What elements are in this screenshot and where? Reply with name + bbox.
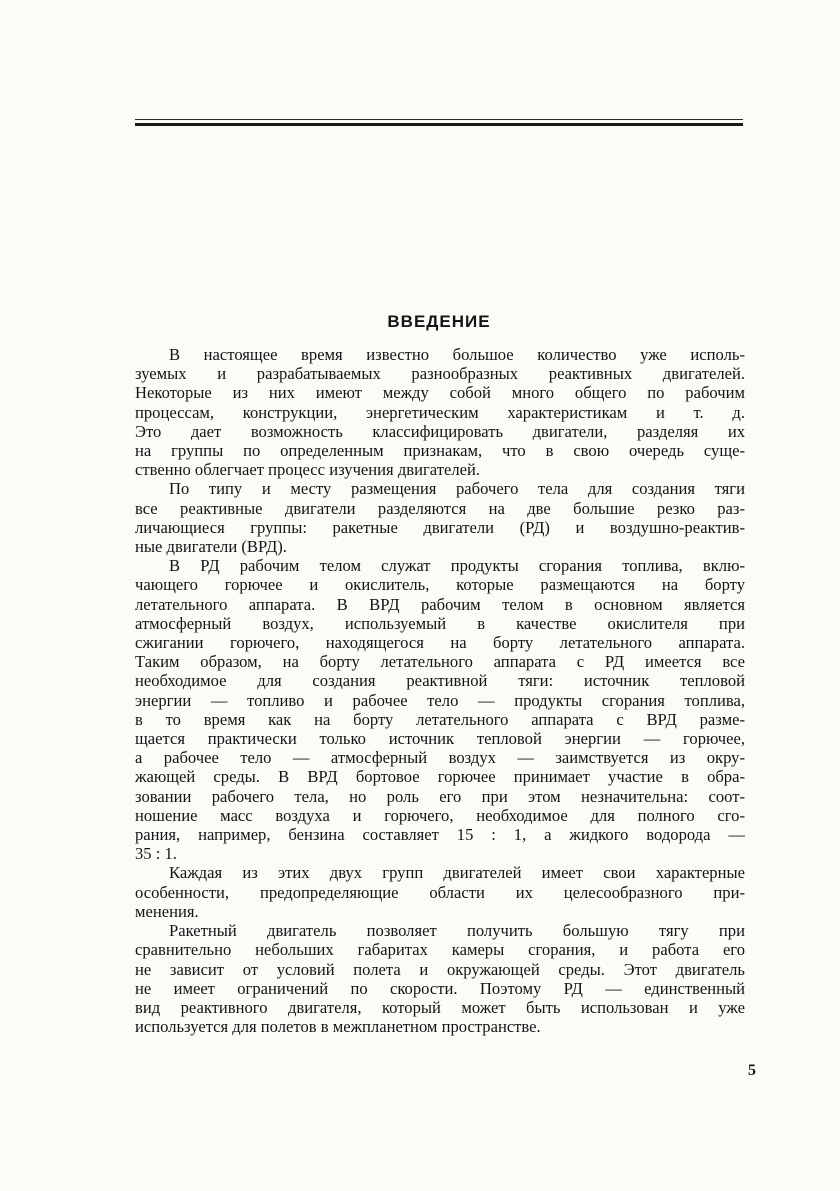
text-line: сравнительно небольших габаритах камеры сгорания, и работа его xyxy=(135,940,745,960)
text-line: ношение масс воздуха и горючего, необходимое для полного сго- xyxy=(135,805,745,825)
text-line: все реактивные двигатели разделяются на две большие резко раз- xyxy=(135,498,745,518)
text-line: В РД рабочим телом служат продукты сгорания топлива, вклю- xyxy=(169,556,745,576)
paragraph-characteristics xyxy=(135,863,745,921)
text-line: 35 : 1. xyxy=(135,844,177,864)
text-line: атмосферный воздух, используемый в качестве окислителя при xyxy=(135,613,745,633)
text-line: Каждая из этих двух групп двигателей имеет свои характерные xyxy=(169,863,745,883)
text-line: зовании рабочего тела, но роль его при этом незначительна: соот- xyxy=(135,786,745,806)
text-line: ные двигатели (ВРД). xyxy=(135,537,287,557)
text-line: По типу и месту размещения рабочего тела для создания тяги xyxy=(169,479,745,499)
paragraph-engine-groups xyxy=(135,479,745,556)
text-line: менения. xyxy=(135,901,199,921)
text-line: в то время как на борту летательного аппарата с ВРД разме- xyxy=(135,709,745,729)
paragraph-rocket-engine xyxy=(135,921,745,1036)
text-line: Это дает возможность классифицировать двигатели, разделяя их xyxy=(135,421,745,441)
chapter-body xyxy=(135,345,745,1036)
text-line: зуемых и разрабатываемых разнообразных реактивных двигателей. xyxy=(135,364,745,384)
header-double-rule xyxy=(135,119,743,131)
text-line: В настоящее время известно большое количество уже исполь- xyxy=(169,345,745,364)
text-line: не имеет ограничений по скорости. Поэтому РД — единственный xyxy=(135,978,745,998)
paragraph-working-body xyxy=(135,556,745,863)
text-line: вид реактивного двигателя, который может быть использован и уже xyxy=(135,997,745,1017)
text-line: щается практически только источник тепловой энергии — горючее, xyxy=(135,729,745,749)
text-line: рания, например, бензина составляет 15 : 1, а жидкого водорода — xyxy=(135,825,745,845)
text-line: энергии — топливо и рабочее тело — продукты сгорания топлива, xyxy=(135,690,745,710)
header-thin-rule xyxy=(135,119,743,120)
text-line: особенности, предопределяющие области их целесообразного при- xyxy=(135,882,745,902)
text-line: сжигании горючего, находящегося на борту летательного аппарата. xyxy=(135,633,745,653)
text-line: не зависит от условий полета и окружающей среды. Этот двигатель xyxy=(135,959,745,979)
paragraph-intro xyxy=(135,345,745,479)
text-line: Таким образом, на борту летательного аппарата с РД имеется все xyxy=(135,652,745,672)
header-thick-rule xyxy=(135,123,743,126)
text-line: ственно облегчает процесс изучения двигателей. xyxy=(135,460,481,480)
text-line: Ракетный двигатель позволяет получить большую тягу при xyxy=(169,921,745,941)
chapter-title: ВВЕДЕНИЕ xyxy=(387,312,491,331)
text-line: используется для полетов в межпланетном пространстве. xyxy=(135,1017,541,1037)
text-line: Некоторые из них имеют между собой много общего по рабочим xyxy=(135,383,745,403)
text-line: необходимое для создания реактивной тяги: источник тепловой xyxy=(135,671,745,691)
text-line: летательного аппарата. В ВРД рабочим телом в основном является xyxy=(135,594,745,614)
text-line: процессам, конструкции, энергетическим характеристикам и т. д. xyxy=(135,402,745,422)
text-line: жающей среды. В ВРД бортовое горючее принимает участие в обра- xyxy=(135,767,745,787)
text-line: на группы по определенным признакам, что в свою очередь суще- xyxy=(135,441,745,461)
text-line: а рабочее тело — атмосферный воздух — заимствуется из окру- xyxy=(135,748,745,768)
text-line: личающиеся группы: ракетные двигатели (РД) и воздушно-реактив- xyxy=(135,517,745,537)
page-number: 5 xyxy=(748,1062,756,1079)
text-line: чающего горючее и окислитель, которые размещаются на борту xyxy=(135,575,745,595)
